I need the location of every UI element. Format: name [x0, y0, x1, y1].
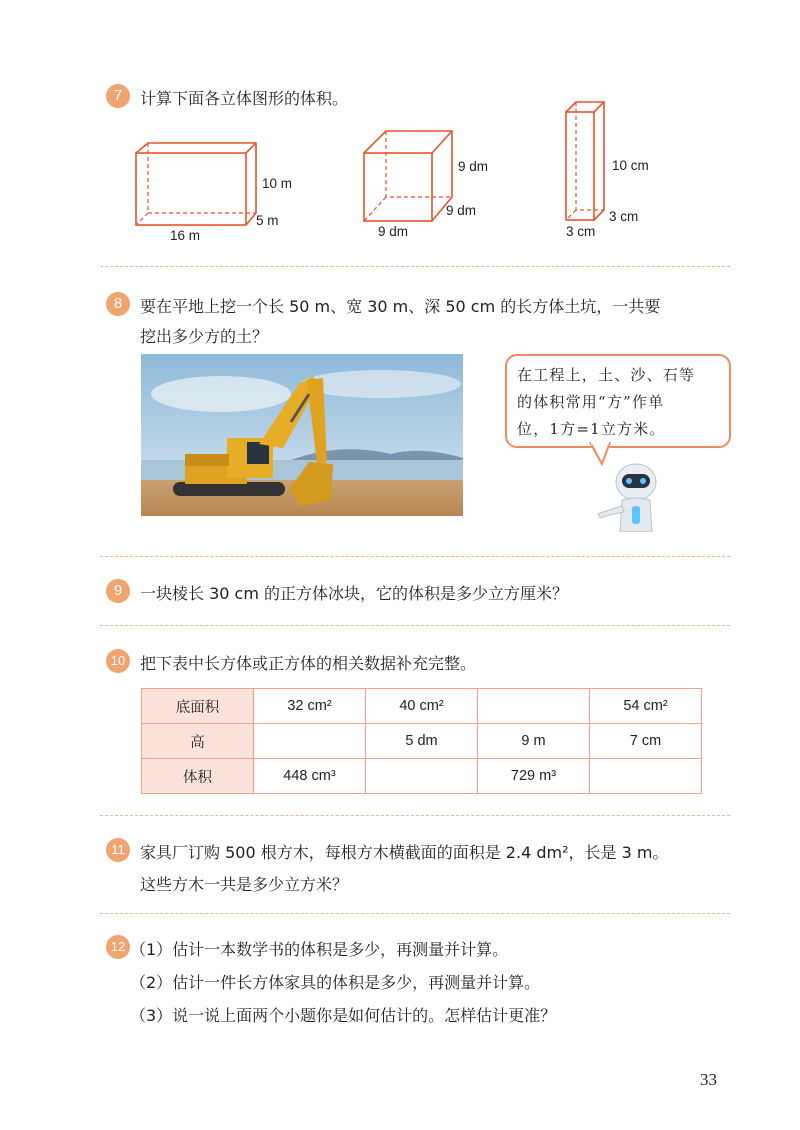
question-11-line-1: 家具厂订购 500 根方木，每根方木横截面的面积是 2.4 dm²，长是 3 m。 [140, 843, 669, 862]
table-cell [254, 724, 366, 759]
question-number-9: 9 [106, 579, 130, 603]
question-10-text: 把下表中长方体或正方体的相关数据补充完整。 [140, 654, 477, 673]
question-9-text: 一块棱长 30 cm 的正方体冰块，它的体积是多少立方厘米？ [140, 584, 569, 603]
question-7-text: 计算下面各立体图形的体积。 [140, 89, 349, 108]
divider [100, 913, 730, 914]
question-number-7: 7 [106, 84, 130, 108]
cuboid-figure-1 [130, 135, 260, 230]
shape3-width: 3 cm [609, 209, 639, 224]
shape2-length: 9 dm [378, 224, 409, 239]
shape3-length: 3 cm [566, 224, 596, 239]
tip-text [517, 362, 722, 443]
question-12-sub-1: （1）估计一本数学书的体积是多少，再测量并计算。 [130, 940, 509, 959]
table-row [142, 724, 702, 759]
page-number: 33 [700, 1070, 717, 1089]
divider [100, 815, 730, 816]
excavator-photo [141, 354, 463, 516]
question-12-sub-2: （2）估计一件长方体家具的体积是多少，再测量并计算。 [130, 973, 541, 992]
robot-mascot [594, 452, 674, 532]
table-cell: 448 cm³ [254, 759, 366, 794]
table-cell: 729 m³ [478, 759, 590, 794]
cube-figure [358, 125, 458, 225]
volume-table [141, 688, 702, 794]
question-8-line-2: 挖出多少方的土？ [140, 327, 269, 346]
table-cell: 54 cm² [590, 689, 702, 724]
shape3-height: 10 cm [612, 158, 649, 173]
shape1-height: 10 m [262, 176, 293, 191]
table-row [142, 689, 702, 724]
question-number-12: 12 [106, 935, 130, 959]
table-cell [590, 759, 702, 794]
table-row [142, 759, 702, 794]
tip-line-2: 的体积常用“方”作单 [517, 393, 665, 411]
shape1-width: 5 m [256, 213, 279, 228]
shape1-length: 16 m [170, 228, 201, 243]
table-cell: 底面积 [142, 689, 254, 724]
question-11-line-2: 这些方木一共是多少立方米？ [140, 875, 349, 894]
table-cell: 40 cm² [366, 689, 478, 724]
shape2-height: 9 dm [458, 159, 489, 174]
question-number-11: 11 [106, 838, 130, 862]
divider [100, 625, 730, 626]
table-cell: 9 m [478, 724, 590, 759]
question-number-8: 8 [106, 292, 130, 316]
question-12-sub-3: （3）说一说上面两个小题你是如何估计的。怎样估计更准？ [130, 1006, 557, 1025]
question-number-10: 10 [106, 649, 130, 673]
tip-line-3: 位，1方=1立方米。 [517, 420, 666, 438]
shape2-width: 9 dm [446, 203, 477, 218]
table-cell: 体积 [142, 759, 254, 794]
table-cell [478, 689, 590, 724]
table-cell: 高 [142, 724, 254, 759]
divider [100, 266, 730, 267]
table-cell: 32 cm² [254, 689, 366, 724]
divider [100, 556, 730, 557]
table-cell: 5 dm [366, 724, 478, 759]
tip-line-1: 在工程上，土、沙、石等 [517, 366, 696, 384]
table-cell: 7 cm [590, 724, 702, 759]
table-cell [366, 759, 478, 794]
tall-cuboid-figure [562, 98, 608, 224]
question-8-line-1: 要在平地上挖一个长 50 m、宽 30 m、深 50 cm 的长方体土坑，一共要 [140, 297, 661, 316]
